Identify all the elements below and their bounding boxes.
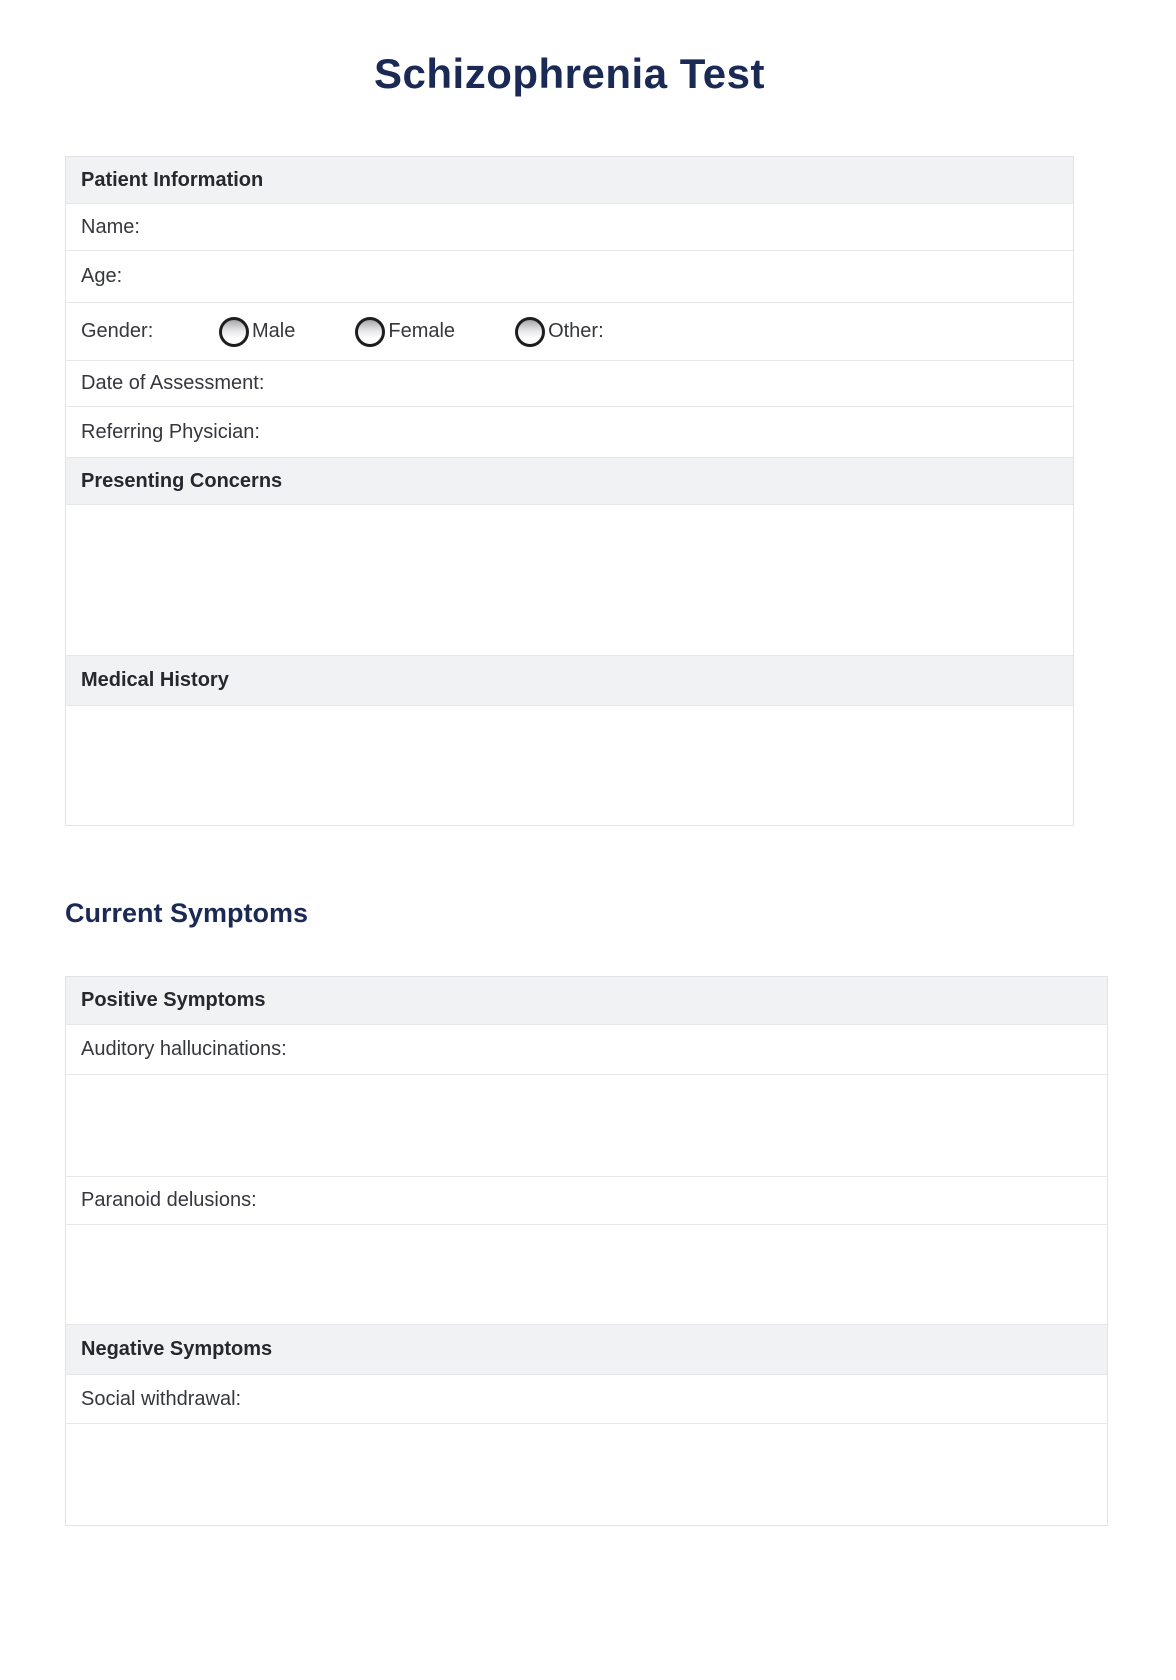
gender-other-option[interactable] — [515, 317, 604, 347]
name-label: Name: — [81, 215, 140, 238]
negative-symptoms-header-label: Negative Symptoms — [81, 1338, 273, 1360]
gender-other-label: Other: — [548, 320, 604, 342]
date-of-assessment-label: Date of Assessment: — [81, 372, 265, 394]
auditory-hallucinations-textarea[interactable] — [66, 1075, 1107, 1177]
paranoid-delusions-row[interactable] — [66, 1177, 1107, 1225]
patient-info-header-label: Patient Information — [81, 168, 264, 191]
current-symptoms-heading: Current Symptoms — [65, 898, 309, 928]
referring-physician-row[interactable] — [66, 407, 1073, 458]
patient-info-table — [65, 156, 1074, 826]
medical-history-header — [66, 656, 1073, 706]
gender-label: Gender: — [81, 320, 154, 342]
patient-info-header — [66, 157, 1073, 204]
gender-field-row — [66, 303, 1073, 361]
gender-female-radio[interactable] — [355, 317, 385, 347]
date-of-assessment-row[interactable] — [66, 361, 1073, 407]
paranoid-delusions-label: Paranoid delusions: — [81, 1189, 257, 1211]
gender-male-radio[interactable] — [219, 317, 249, 347]
positive-symptoms-header — [66, 977, 1107, 1025]
presenting-concerns-textarea[interactable] — [66, 505, 1073, 656]
page-title: Schizophrenia Test — [374, 50, 765, 97]
paranoid-delusions-textarea[interactable] — [66, 1225, 1107, 1325]
current-symptoms-table — [65, 976, 1108, 1526]
gender-female-label: Female — [388, 320, 456, 342]
gender-female-option[interactable] — [355, 317, 455, 347]
age-label: Age: — [81, 265, 123, 287]
gender-other-radio[interactable] — [515, 317, 545, 347]
referring-physician-label: Referring Physician: — [81, 420, 260, 443]
gender-male-label: Male — [252, 320, 296, 342]
age-field-row[interactable] — [66, 251, 1073, 303]
social-withdrawal-row[interactable] — [66, 1375, 1107, 1424]
social-withdrawal-textarea[interactable] — [66, 1424, 1107, 1525]
positive-symptoms-header-label: Positive Symptoms — [81, 989, 266, 1011]
presenting-concerns-header — [66, 458, 1073, 505]
name-field-row[interactable] — [66, 204, 1073, 251]
negative-symptoms-header — [66, 1325, 1107, 1375]
gender-male-option[interactable] — [219, 317, 295, 347]
auditory-hallucinations-row[interactable] — [66, 1025, 1107, 1075]
auditory-hallucinations-label: Auditory hallucinations: — [81, 1038, 287, 1060]
medical-history-header-label: Medical History — [81, 669, 229, 691]
presenting-concerns-header-label: Presenting Concerns — [81, 469, 283, 492]
medical-history-textarea[interactable] — [66, 706, 1073, 825]
social-withdrawal-label: Social withdrawal: — [81, 1387, 242, 1410]
